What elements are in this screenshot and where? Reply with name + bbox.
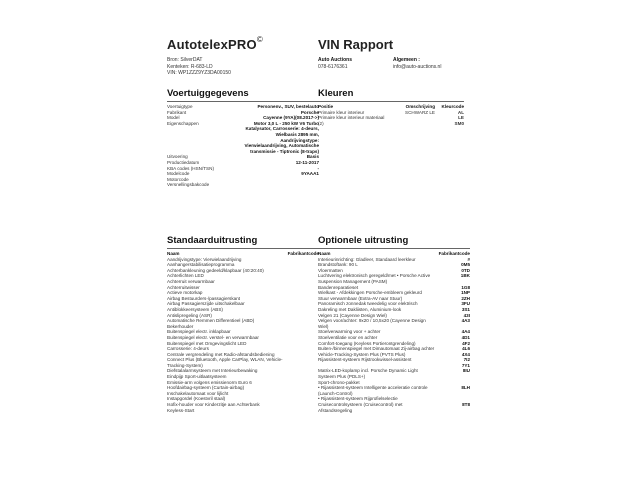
optional-equipment-row-name: • Rijassistent-systeem Rijprofielselectie xyxy=(318,396,398,402)
optional-equipment-row xyxy=(318,273,470,284)
optional-equipment-row-code: 7I2 xyxy=(463,357,470,363)
colors-header-code: Kleurcode xyxy=(441,104,464,109)
standard-equipment-row-name: Hoofdairbag-systeem (Curtain-airbag) xyxy=(167,385,245,391)
report-title: VIN Rapport xyxy=(318,37,394,52)
standard-equipment-row-name: Achterruitwisser xyxy=(167,284,200,290)
optional-equipment-row-code: 3S1 xyxy=(461,306,470,312)
optional-equipment-row xyxy=(318,318,470,329)
vehicle-row-value: Basis xyxy=(306,154,319,160)
optional-equipment-table xyxy=(318,251,470,413)
optional-equipment-row-code: 4F2 xyxy=(462,340,470,346)
standard-equipment-row-name: Isofix-houder voor Kinderzitje aan Achterbank xyxy=(167,402,260,408)
optional-equipment-row-name: • Rijassistent-systeem Intelligente acceleratie controle (Launch-Control) xyxy=(318,385,428,396)
optional-equipment-row-code: 1BK xyxy=(460,273,470,279)
optional-equipment-row-code: 8T8 xyxy=(462,402,470,408)
optional-equipment-row-code: 7Y1 xyxy=(461,362,470,368)
vehicle-row-label: Eigenschappen xyxy=(167,120,199,126)
optional-equipment-row-code: 0TD xyxy=(461,267,470,273)
optional-equipment-row xyxy=(318,368,470,379)
dealer-contact xyxy=(318,57,352,70)
vehicle-row-label: Model xyxy=(167,115,180,121)
vehicle-row-value: 12-11-2017 xyxy=(295,159,319,165)
standard-equipment-row xyxy=(167,408,319,414)
standard-equipment-row-name: Instapgordel (Koestvril staal) xyxy=(167,396,226,402)
optional-equipment-row-name: Matrix-LED-koplamp incl. Porsche Dynamic Light Systeem Plus (PDLS+) xyxy=(318,368,418,380)
vehicle-row-label: Fabrikant xyxy=(167,109,187,115)
optional-equipment-row-name: Brandstoftank: 90 L xyxy=(318,262,358,268)
optional-equipment-row-name: Dakreling met Dakliisten, Aluminium-look xyxy=(318,306,402,312)
vehicle-row-value: Porsche xyxy=(300,109,319,115)
standard-equipment-row-name: Antislipregeling (ASR) xyxy=(167,312,212,318)
optional-equipment-row-name: Panoramisch zonnedak tweedelig voor elektrisch xyxy=(318,301,418,307)
general-email: info@auto-auctions.nl xyxy=(393,63,442,70)
optional-header-name: Naam xyxy=(318,251,331,256)
vehicle-row-label: Versnellingsbakcode xyxy=(167,182,210,188)
optional-equipment-row-code: 8LH xyxy=(461,385,470,391)
standard-header-code: Fabrikantcode xyxy=(287,251,319,256)
standard-equipment-row-name: Airbag Bestuurders-/passagierskant xyxy=(167,295,241,301)
optional-equipment-row-code: 4D1 xyxy=(461,334,470,340)
standard-equipment-row-name: Aanhangerstabilisatieprogramma xyxy=(167,262,235,268)
optional-equipment-row-code: 43I xyxy=(463,312,470,318)
vehicle-row xyxy=(167,121,319,155)
brand-logo: AutotelexPRO© xyxy=(167,35,263,52)
optional-equipment-row-name: Interieurinrichting: Gladleer, Standaard leerkleur xyxy=(318,256,416,262)
colors-row xyxy=(318,121,464,127)
colors-row-description: SCHWARZ LE xyxy=(405,109,435,115)
optional-equipment-row-code: 4L6 xyxy=(462,346,470,352)
optional-equipment-row-code: 0M5 xyxy=(461,262,470,268)
standard-equipment-row-name: Antiblokkeersysteem (ABS) xyxy=(167,306,223,312)
optional-equipment-rule xyxy=(318,248,470,249)
optional-equipment-row-code: 8IU xyxy=(462,368,470,374)
optional-equipment-row-code: 4A3 xyxy=(461,318,470,324)
optional-header-code: Fabrikantcode xyxy=(438,251,470,256)
standard-equipment-row-name: Eindpijp Sport-uitlaatsysteem xyxy=(167,374,227,380)
optional-equipment-row-name: Vehicle-Tracking-System Plus (PVTS Plus) xyxy=(318,351,406,357)
vehicle-table xyxy=(167,104,319,188)
optional-equipment-row-name: Velgen voor/achter: 9x20 / 10,5x20 (Cayenne Design Wiel) xyxy=(318,318,426,329)
standard-equipment-rule xyxy=(167,248,319,249)
optional-equipment-row-code: 1NP xyxy=(461,290,470,296)
standard-equipment-row-name: Achterbankleuning gedeeld/klapbaar (40:20:40) xyxy=(167,267,264,273)
standard-equipment-row-name: Carrosserie: 4-deurs xyxy=(167,346,209,352)
colors-row-position: Primaire kleur interieur materiaal xyxy=(318,115,385,121)
standard-equipment-row-name: Buitenspiegel electr. verstel- en verwarmbaar xyxy=(167,334,259,340)
optional-equipment-row-name: Buiten-/binnenspiegel met Dimautomaat Zij-airbag achter xyxy=(318,346,435,352)
optional-equipment-row-code: 3FU xyxy=(461,301,470,307)
colors-row-position: Primaire kleur interieur xyxy=(318,109,365,115)
standard-equipment-row-name: Buitenspiegel electr. inklapbaar xyxy=(167,329,231,335)
vehicle-row-value: Motor 3,0 L - 250 kW V6 Turbo Katalysator, Carrosserie: 4-deurs, Wielbasis 2895 mm, Aandrijvingstype: Vierwielaandrijving, Automatische transmissie - Tiptronic (8-traps) xyxy=(244,120,319,154)
colors-row-position: (2) xyxy=(318,120,324,126)
source-line: Bron: SilverDAT xyxy=(167,57,203,63)
standard-equipment-row-name: Airbag Passagierszijde uitschakelbaar xyxy=(167,301,245,307)
vehicle-row-label: Uitvoering xyxy=(167,154,188,160)
vehicle-row-value: 9YAAA1 xyxy=(301,171,319,177)
source-info xyxy=(167,57,231,77)
vehicle-row-value: - xyxy=(317,165,319,171)
vehicle-rule xyxy=(167,101,319,102)
dealer-phone: 078-6176361 xyxy=(318,63,348,70)
standard-equipment-row xyxy=(167,357,319,368)
optional-equipment-row-name: Cruisecontrolsysteem (Cruisecontrol) met Afstandsregeling xyxy=(318,402,403,413)
standard-equipment-title: Standaarduitrusting xyxy=(167,235,258,246)
standard-header-name: Naam xyxy=(167,251,180,256)
colors-header-position: Positie xyxy=(318,104,334,109)
general-contact xyxy=(393,57,441,70)
colors-table xyxy=(318,104,464,126)
optional-equipment-row-code: 1G8 xyxy=(461,284,470,290)
vehicle-row-label: Motorcode xyxy=(167,176,189,182)
vehicle-row-value: Cayenne (9YA)(08.2017->) xyxy=(263,115,319,121)
standard-equipment-row-name: Aandrijvingstype: Vierwielaandrijving xyxy=(167,256,242,262)
vehicle-section-title: Voertuiggegevens xyxy=(167,88,249,99)
colors-header-description: Omschrijving xyxy=(405,104,435,109)
standard-equipment-row-name: Bekerhouder xyxy=(167,323,194,329)
standard-equipment-table xyxy=(167,251,319,413)
optional-equipment-row-code: # xyxy=(467,256,470,262)
brand-mark: © xyxy=(256,35,263,44)
standard-equipment-row-name: Actieve motorkap xyxy=(167,290,203,296)
colors-row-description xyxy=(393,121,435,127)
source-line: Kenteken: R-683-LD xyxy=(167,63,213,70)
general-label: Algemeen : xyxy=(393,57,420,63)
standard-equipment-row-name: Inschakelautomaat voor lijlicht xyxy=(167,390,229,396)
vehicle-row-value: Personenv., SUV, bestelauto xyxy=(257,104,319,109)
source-line: VIN: WP1ZZZ9YZ3DA00150 xyxy=(167,70,231,76)
colors-row-code: LE xyxy=(458,115,464,121)
vehicle-row-label: Productiedatum xyxy=(167,159,200,165)
vehicle-row-label: Voertuigtype xyxy=(167,104,193,109)
optional-equipment-row-name: Bandenreparatieset xyxy=(318,284,359,290)
standard-equipment-row-name: Connect Plus (Bluetooth, Apple CarPlay, WLAN, Vehicle-Tracking-System) xyxy=(167,357,283,368)
standard-equipment-row-name: Automatische Remmen Differentieel (ABD) xyxy=(167,318,255,324)
optional-equipment-row-code: 4A4 xyxy=(461,329,470,335)
colors-row-code: SM0 xyxy=(454,120,464,126)
optional-equipment-row-code: 2ZH xyxy=(461,295,470,301)
colors-rule xyxy=(318,101,464,102)
optional-equipment-row-name: Luchtvering elektronisch geregeld/met • Porsche Active Suspension Management (PASM) xyxy=(318,273,431,284)
optional-equipment-row-name: Rijassistent-systeem Rijstrookwissel-assistent xyxy=(318,357,412,363)
optional-equipment-row-name: Sport-chrono-pakket xyxy=(318,379,360,385)
standard-equipment-row-name: Achterruit verwarmbaar xyxy=(167,278,215,284)
dealer-name: Auto Auctions xyxy=(318,57,352,63)
colors-row-code: AL xyxy=(457,109,464,115)
optional-equipment-row-name: Comfort-toegang (Keyless Portierontgrendeling) xyxy=(318,340,416,346)
optional-equipment-row-name: Stuur verwarmbaar (Extra-AV naar Stuur) xyxy=(318,295,403,301)
standard-equipment-row-name: Centrale vergrendeling met Radio-afstandsbediening xyxy=(167,351,275,357)
optional-equipment-row-code: 4X4 xyxy=(461,351,470,357)
standard-equipment-row-name: Achterlichten LED xyxy=(167,273,204,279)
optional-equipment-title: Optionele uitrusting xyxy=(318,235,409,246)
optional-equipment-row-name: Wielkast - Afdekkingen Porsche-embleem gekleurd xyxy=(318,290,422,296)
vehicle-row-label: Modelcode xyxy=(167,171,190,177)
vehicle-row xyxy=(167,182,319,188)
standard-equipment-row-name: Buitenspiegel met Omgevingslicht LED xyxy=(167,340,247,346)
optional-equipment-row xyxy=(318,385,470,396)
optional-equipment-row-name: Vloermatten xyxy=(318,267,343,273)
optional-equipment-row xyxy=(318,402,470,413)
standard-equipment-row-name: Emissie-arm volgens emissienorm Euro 6 xyxy=(167,379,252,385)
colors-section-title: Kleuren xyxy=(318,88,354,99)
standard-equipment-row-name: Diefstalalarmsysteem met Interieurbewaking xyxy=(167,368,258,374)
optional-equipment-row-name: Stoelverwarming voor + achter xyxy=(318,329,381,335)
optional-equipment-row-name: Stoelventilatie voor en achter xyxy=(318,334,378,340)
optional-equipment-row-name: Velgen 21 (Cayenne Design Wiel) xyxy=(318,312,387,318)
vehicle-row-label: KBA codes (HSN/TSN) xyxy=(167,165,214,171)
standard-equipment-row-name: Keyless-Start xyxy=(167,407,195,413)
